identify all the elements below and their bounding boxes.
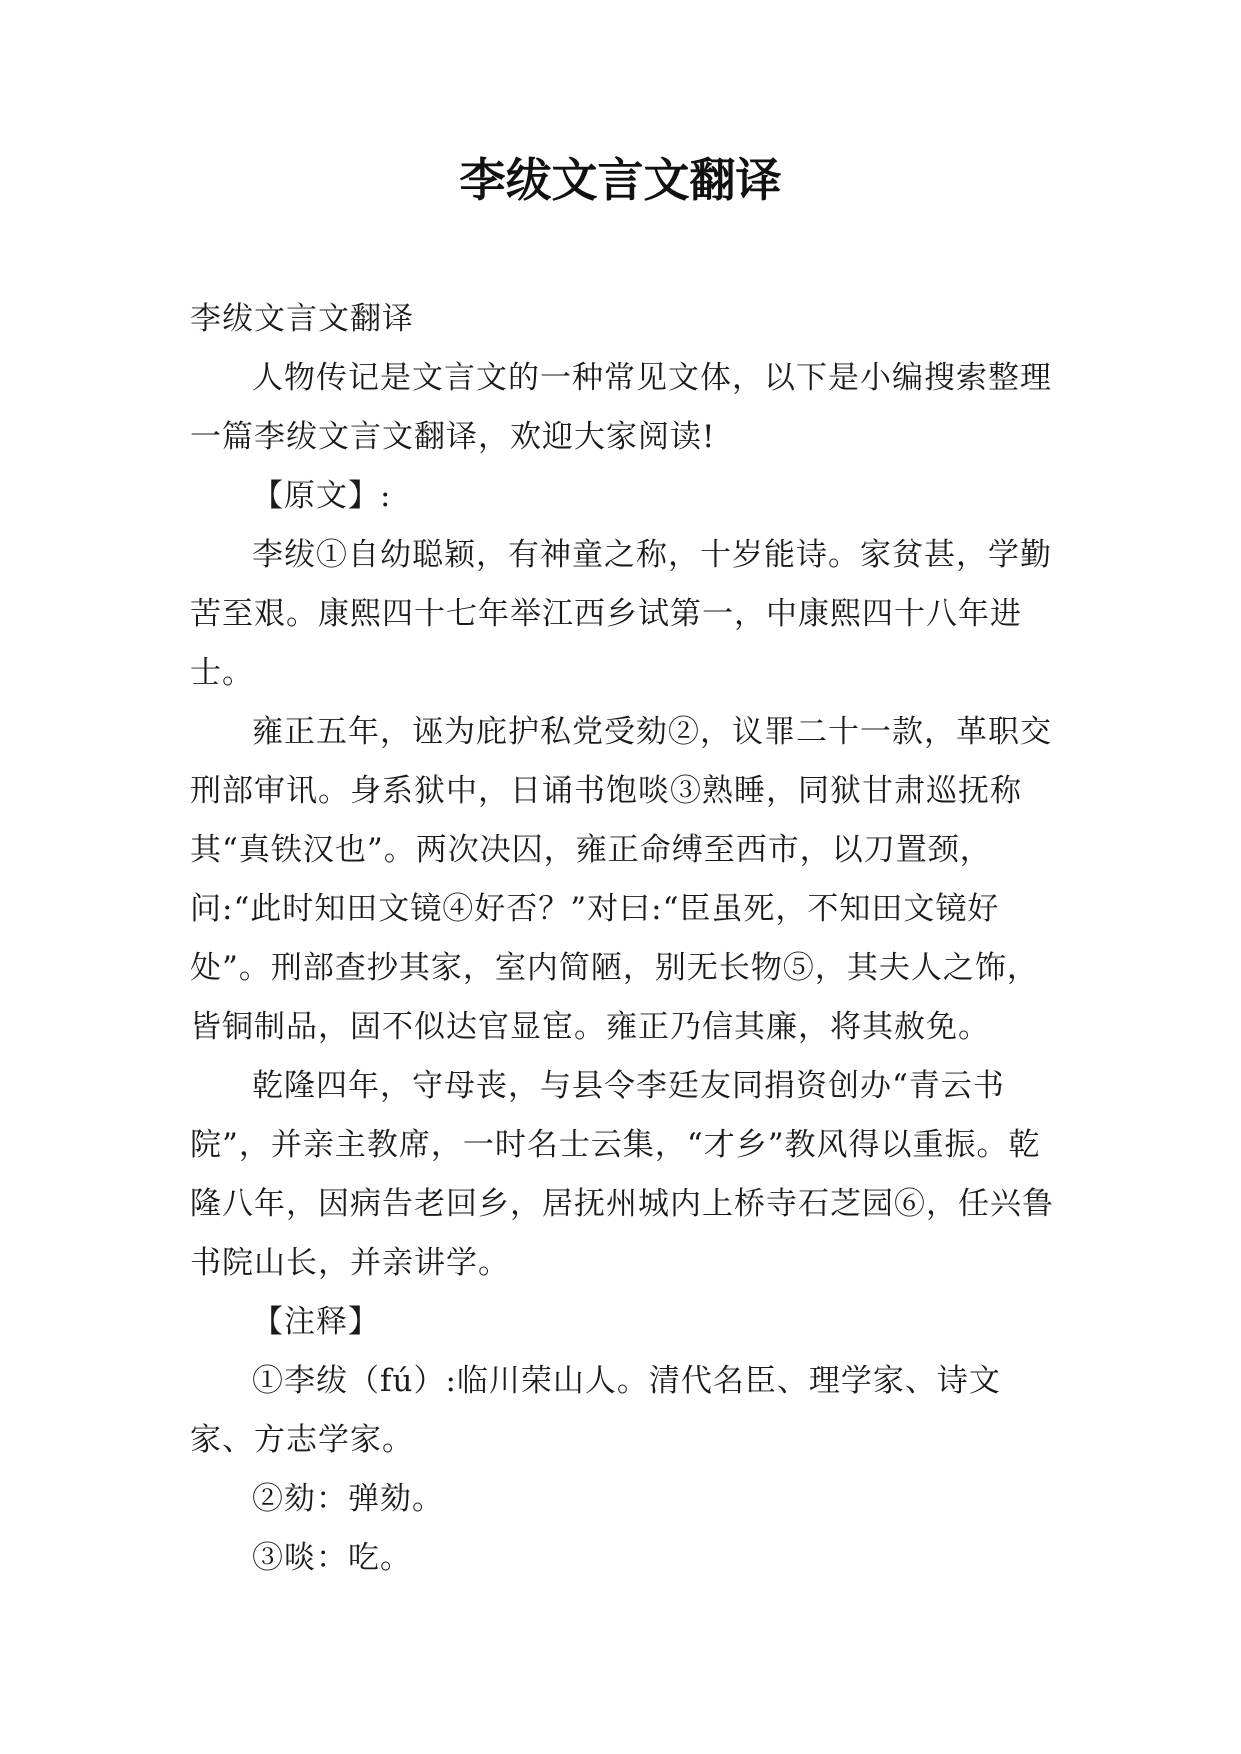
intro-paragraph: 人物传记是文言文的一种常见文体，以下是小编搜索整理一篇李绂文言文翻译，欢迎大家阅读! xyxy=(190,360,1052,455)
document-title: 李绂文言文翻译 xyxy=(459,153,782,207)
note-item-2: ②劾：弹劾。 xyxy=(252,1481,444,1517)
note-item-1: ①李绂（fú）:临川荣山人。清代名臣、理学家、诗文家、方志学家。 xyxy=(190,1363,1001,1458)
subtitle-paragraph: 李绂文言文翻译 xyxy=(190,301,414,337)
original-paragraph-2: 雍正五年，诬为庇护私党受劾②，议罪二十一款，革职交刑部审讯。身系狱中，日诵书饱啖③熟睡，同狱甘肃巡抚称其“真铁汉也”。两次决囚，雍正命缚至西市，以刀置颈，问:“此时知田文镜④好否？”对曰:“臣虽死，不知田文镜好处”。刑部查抄其家，室内简陋，别无长物⑤，其夫人之饰，皆铜制品，固不似达官显宦。雍正乃信其廉，将其赦免。 xyxy=(190,714,1052,1045)
note-item-3: ③啖：吃。 xyxy=(252,1540,412,1576)
original-text-heading: 【原文】: xyxy=(252,478,392,514)
notes-heading: 【注释】 xyxy=(252,1304,380,1340)
document-body xyxy=(190,290,1060,1588)
original-paragraph-3: 乾隆四年，守母丧，与县令李廷友同捐资创办“青云书院”，并亲主教席，一时名士云集，“才乡”教风得以重振。乾隆八年，因病告老回乡，居抚州城内上桥寺石芝园⑥，任兴鲁书院山长，并亲讲学。 xyxy=(190,1068,1054,1281)
original-paragraph-1: 李绂①自幼聪颖，有神童之称，十岁能诗。家贫甚，学勤苦至艰。康熙四十七年举江西乡试第一，中康熙四十八年进士。 xyxy=(190,537,1052,691)
